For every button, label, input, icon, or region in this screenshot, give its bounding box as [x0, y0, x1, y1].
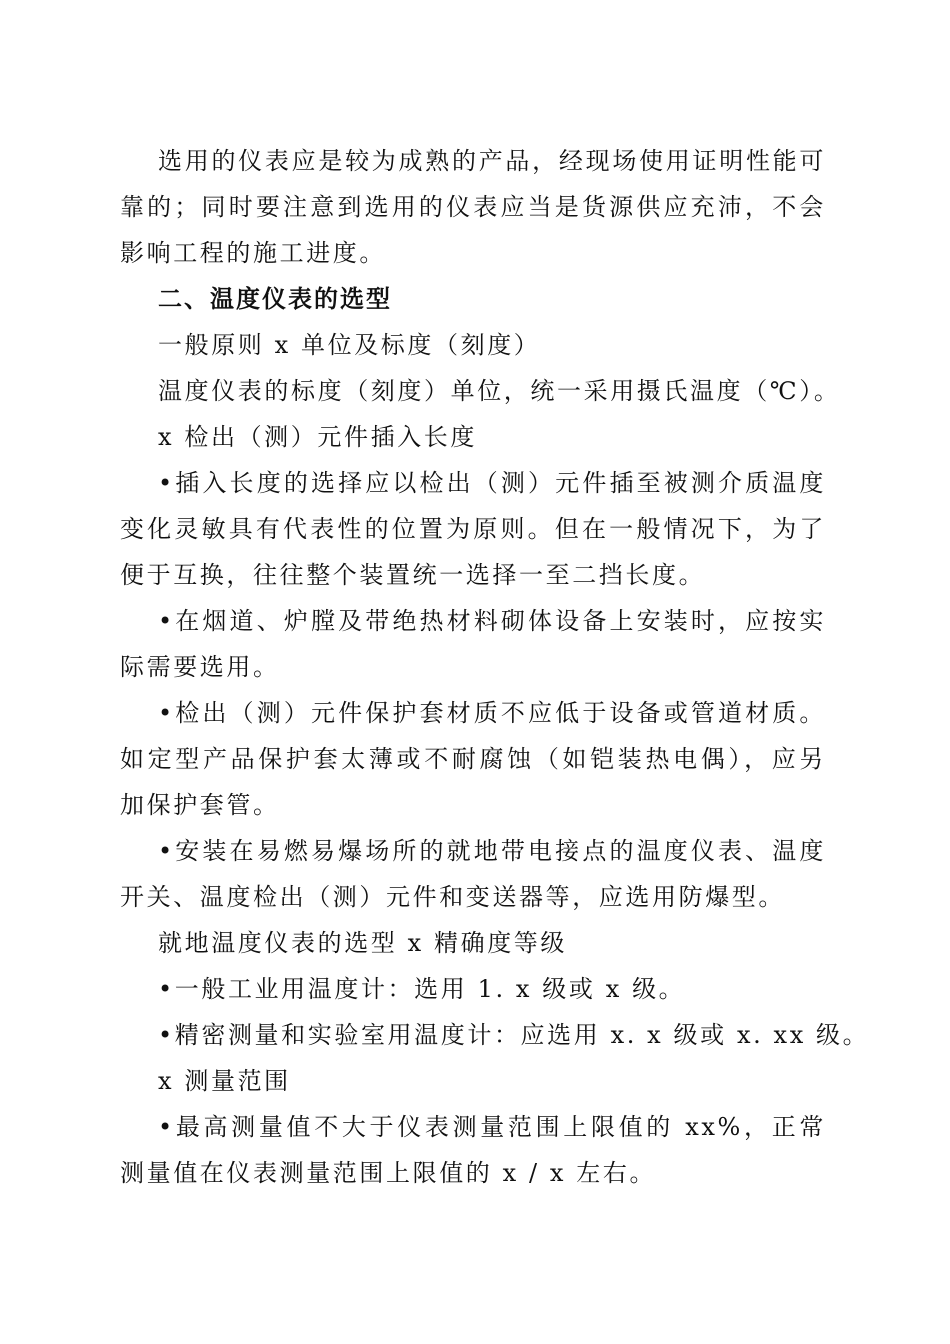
paragraph-measuring-range-title: x 测量范围	[158, 1067, 291, 1095]
paragraph-general-principle-units: 一般原则 x 单位及标度（刻度）	[158, 331, 541, 359]
paragraph-explosion-proof: •安装在易燃易爆场所的就地带电接点的温度仪表、温度开关、温度检出（测）元件和变送器等，应选用防爆型。	[120, 837, 826, 911]
paragraph-instrument-maturity: 选用的仪表应是较为成熟的产品，经现场使用证明性能可靠的；同时要注意到选用的仪表应当是货源供应充沛，不会影响工程的施工进度。	[120, 147, 826, 267]
paragraph-precision-thermometer-accuracy: •精密测量和实验室用温度计：应选用 x. x 级或 x. xx 级。	[158, 1021, 870, 1049]
paragraph-industrial-thermometer-accuracy: •一般工业用温度计：选用 1. x 级或 x 级。	[158, 975, 686, 1003]
paragraph-insertion-length-title: x 检出（测）元件插入长度	[158, 423, 477, 451]
paragraph-local-instrument-accuracy-title: 就地温度仪表的选型 x 精确度等级	[158, 929, 567, 957]
paragraph-insertion-length-rule: •插入长度的选择应以检出（测）元件插至被测介质温度变化灵敏具有代表性的位置为原则。但在一般情况下，为了便于互换，往往整个装置统一选择一至二挡长度。	[120, 469, 826, 589]
paragraph-flue-furnace-installation: •在烟道、炉膛及带绝热材料砌体设备上安装时，应按实际需要选用。	[120, 607, 826, 681]
paragraph-measuring-range-rule: •最高测量值不大于仪表测量范围上限值的 xx%，正常测量值在仪表测量范围上限值的 x / x 左右。	[120, 1113, 826, 1187]
document-page	[120, 138, 870, 1196]
paragraph-unit-celsius: 温度仪表的标度（刻度）单位，统一采用摄氏温度（℃）。	[158, 377, 841, 405]
paragraph-protective-sleeve-material: •检出（测）元件保护套材质不应低于设备或管道材质。如定型产品保护套太薄或不耐腐蚀（如铠装热电偶），应另加保护套管。	[120, 699, 826, 819]
section-heading-temperature-instrument-selection: 二、温度仪表的选型	[158, 285, 392, 313]
